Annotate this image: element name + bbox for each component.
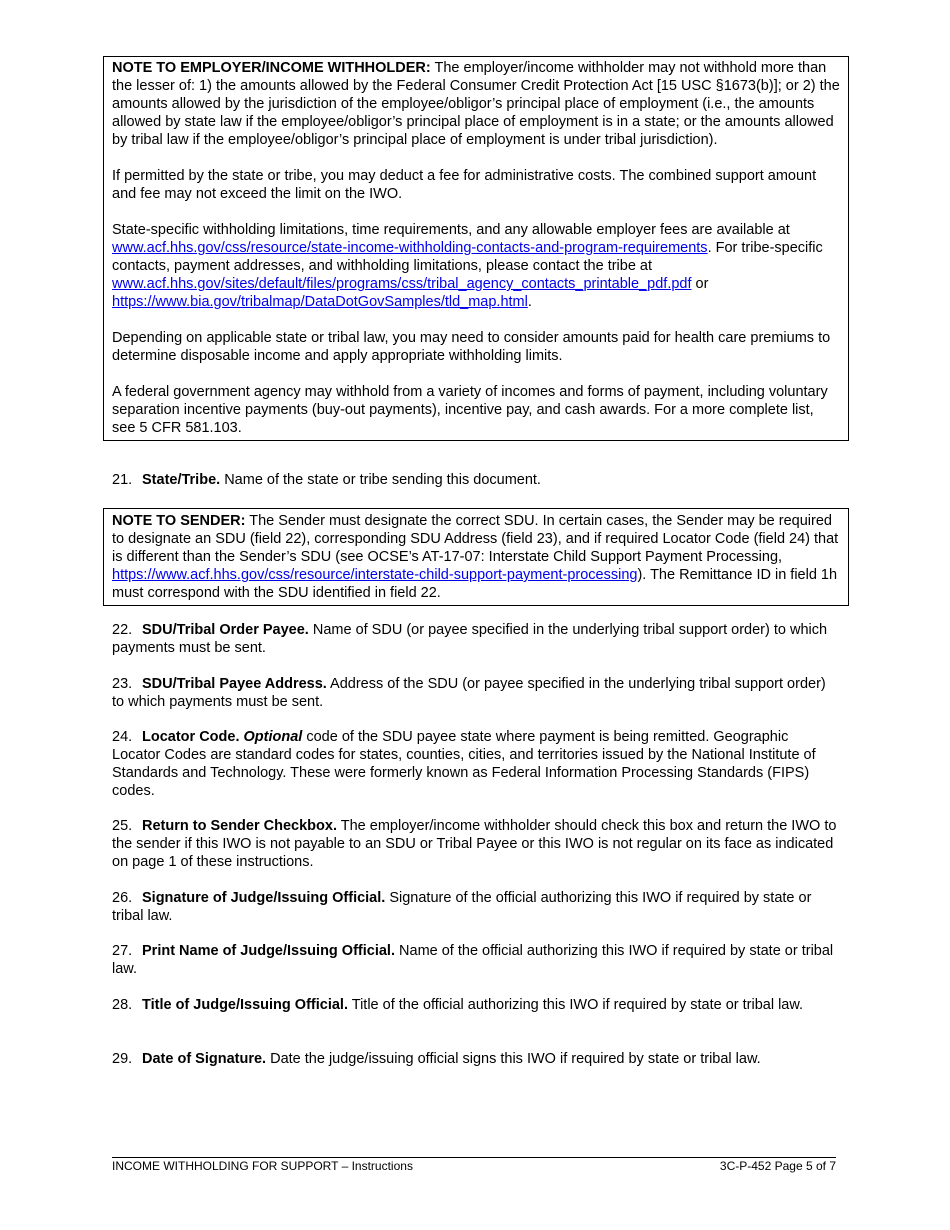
note-employer-heading: NOTE TO EMPLOYER/INCOME WITHHOLDER: bbox=[112, 60, 431, 76]
field-28-title-of-judge: 28. Title of Judge/Issuing Official. Title of the official authorizing this IWO if required by state or tribal law. bbox=[112, 997, 804, 1013]
field-29-date-of-signature: 29. Date of Signature. Date the judge/issuing official signs this IWO if required by state or tribal law. bbox=[112, 1051, 761, 1067]
note-employer-paragraph-2: If permitted by the state or tribe, you may deduct a fee for administrative costs. The combined support amount and fee may not exceed the limit on the IWO. bbox=[112, 168, 817, 202]
note-to-sender-box bbox=[103, 508, 849, 606]
state-withholding-contacts-link[interactable]: www.acf.hhs.gov/css/resource/state-income-withholding-contacts-and-program-requirements bbox=[112, 240, 708, 256]
footer-form-title: INCOME WITHHOLDING FOR SUPPORT – Instructions bbox=[112, 1159, 413, 1173]
note-employer-paragraph-5: A federal government agency may withhold from a variety of incomes and forms of payment, including voluntary separation incentive payments (buy-out payments), incentive pay, and cash awards. For a more complete list, see 5 CFR 581.103. bbox=[112, 384, 828, 436]
note-sender-heading: NOTE TO SENDER: bbox=[112, 513, 246, 529]
field-23-sdu-tribal-payee-address: 23. SDU/Tribal Payee Address. Address of the SDU (or payee specified in the underlying tribal support order) to which payments must be sent. bbox=[112, 676, 826, 710]
interstate-payment-processing-link[interactable]: https://www.acf.hhs.gov/css/resource/interstate-child-support-payment-processing bbox=[112, 567, 638, 583]
note-employer-paragraph-3: State-specific withholding limitations, time requirements, and any allowable employer fees are available at www.acf.hhs.gov/css/resource/state-income-withholding-contacts-and-program-requirements. For tribe-specific contacts, payment addresses, and withholding limitations, please contact the tribe at www.acf.hhs.gov/sites/default/files/programs/css/tribal_agency_contacts_printable_pdf.pdf or https://www.bia.gov/tribalmap/DataDotGovSamples/tld_map.html. bbox=[112, 222, 823, 310]
footer-divider bbox=[112, 1157, 836, 1158]
field-27-print-name-of-judge: 27. Print Name of Judge/Issuing Official. Name of the official authorizing this IWO if required by state or tribal law. bbox=[112, 943, 834, 977]
field-21-state-tribe: 21. State/Tribe. Name of the state or tribe sending this document. bbox=[112, 472, 541, 488]
tribal-agency-contacts-link[interactable]: www.acf.hhs.gov/sites/default/files/programs/css/tribal_agency_contacts_printable_pdf.pdf bbox=[112, 276, 692, 292]
field-24-locator-code: 24. Locator Code. Optional code of the SDU payee state where payment is being remitted. Geographic Locator Codes are standard codes for states, counties, cities, and territories issued by the National Institute of Standards and Technology. These were formerly known as Federal Information Processing Standards (FIPS) codes. bbox=[112, 729, 816, 799]
note-sender-paragraph: NOTE TO SENDER: The Sender must designate the correct SDU. In certain cases, the Sender may be required to designate an SDU (field 22), corresponding SDU Address (field 23), and if required Locator Code (field 24) that is different than the Sender’s SDU (see OCSE’s AT-17-07: Interstate Child Support Payment Processing, https://www.acf.hhs.gov/css/resource/interstate-child-support-payment-processing). The Remittance ID in field 1h must correspond with the SDU identified in field 22. bbox=[112, 513, 839, 601]
note-employer-paragraph-4: Depending on applicable state or tribal law, you may need to consider amounts paid for health care premiums to determine disposable income and apply appropriate withholding limits. bbox=[112, 330, 831, 364]
note-employer-paragraph-1: NOTE TO EMPLOYER/INCOME WITHHOLDER: The employer/income withholder may not withhold more than the lesser of: 1) the amounts allowed by the Federal Consumer Credit Protection Act [15 USC §1673(b)]; or 2) the amounts allowed by the jurisdiction of the employee/obligor’s principal place of employment (i.e., the amounts allowed by state law if the employee/obligor’s principal place of employment is in a state; or the amounts allowed by tribal law if the employee/obligor’s principal place of employment is under tribal jurisdiction). bbox=[112, 60, 840, 148]
footer-page-number: 3C-P-452 Page 5 of 7 bbox=[719, 1159, 836, 1173]
bia-tribal-map-link[interactable]: https://www.bia.gov/tribalmap/DataDotGovSamples/tld_map.html bbox=[112, 294, 528, 310]
field-26-signature-of-judge: 26. Signature of Judge/Issuing Official. Signature of the official authorizing this IWO if required by state or tribal law. bbox=[112, 890, 812, 924]
field-25-return-to-sender-checkbox: 25. Return to Sender Checkbox. The employer/income withholder should check this box and return the IWO to the sender if this IWO is not payable to an SDU or Tribal Payee or this IWO is not regular on its face as indicated on page 1 of these instructions. bbox=[112, 818, 837, 870]
note-to-employer-box bbox=[103, 56, 849, 441]
field-22-sdu-tribal-order-payee: 22. SDU/Tribal Order Payee. Name of SDU (or payee specified in the underlying tribal support order) to which payments must be sent. bbox=[112, 622, 828, 656]
